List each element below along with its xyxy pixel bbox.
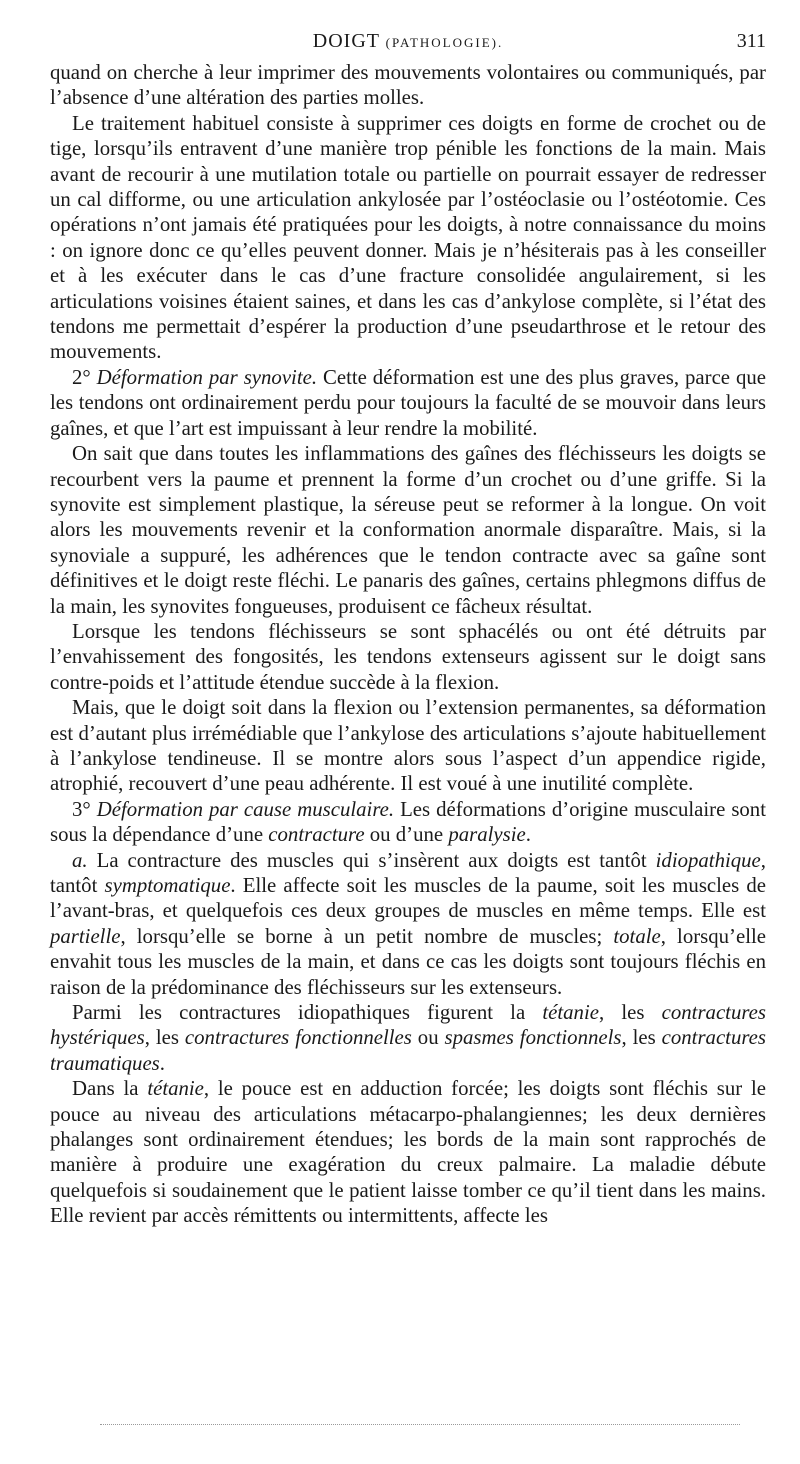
body-text [50,60,766,1229]
page-header [50,26,766,60]
page-number: 311 [736,30,766,52]
paragraph: 2° Déformation par synovite. Cette déformation est une des plus graves, parce que les tendons ont ordinairement perdu pour toujours la faculté de se mouvoir dans leurs gaînes, et que l’art est impuissant à leur rendre la mobilité. [50,365,766,440]
paragraph: On sait que dans toutes les inflammations des gaînes des fléchisseurs les doigts se recourbent vers la paume et prennent la forme d’un crochet ou d’une griffe. Si la synovite est simplement plastique, la séreuse peut se reformer à la longue. On voit alors les mouvements revenir et la conformation anormale disparaître. Mais, si la synoviale a suppuré, les adhérences que le tendon contracte avec sa gaîne sont définitives et le doigt reste fléchi. Le panaris des gaînes, certains phlegmons diffus de la main, les synovites fongueuses, produisent ce fâcheux résultat. [50,442,766,618]
footer-rule [100,1424,740,1425]
book-page [50,26,766,1229]
paragraph: 3° Déformation par cause musculaire. Les déformations d’origine musculaire sont sous la dépendance d’une contracture ou d’une paralysie. [50,797,766,847]
paragraph: quand on cherche à leur imprimer des mouvements volontaires ou communiqués, par l’absence d’une altération des parties molles. [50,61,766,110]
paragraph: Le traitement habituel consiste à supprimer ces doigts en forme de crochet ou de tige, lorsqu’ils entravent d’une manière trop pénible les fonctions de la main. Mais avant de recourir à une mutilation totale ou partielle on pourrait essayer de redresser un cal difforme, ou une articulation ankylosée par l’ostéoclasie ou l’ostéotomie. Ces opérations n’ont jamais été pratiquées pour les doigts, à notre connaissance du moins : on ignore donc ce qu’elles peuvent donner. Mais je n’hésiterais pas à les conseiller et à les exécuter dans le cas d’une fracture consolidée angulairement, si les articulations voisines étaient saines, et dans les cas d’ankylose complète, si l’état des tendons me permettait d’espérer la production d’une pseudarthrose et le retour des mouvements. [50,111,766,364]
running-title [50,30,766,53]
paragraph: Mais, que le doigt soit dans la flexion ou l’extension permanentes, sa déformation est d’autant plus irrémédiable que l’ankylose des articulations s’ajoute habituellement à l’ankylose tendineuse. Il se montre alors sous l’aspect d’un appendice rigide, atrophié, recouvert d’une peau adhérente. Il est voué à une inutilité complète. [50,696,766,796]
paragraph: Dans la tétanie, le pouce est en adduction forcée; les doigts sont fléchis sur le pouce au niveau des articulations métacarpo-phalangiennes; les deux dernières phalanges sont ordinairement étendues; les bords de la main sont rapprochés de manière à produire une exagération du creux palmaire. La maladie débute quelquefois si soudainement que le patient laisse tomber ce qu’il tient dans les mains. Elle revient par accès rémittents ou intermittents, affecte les [50,1077,766,1228]
running-title-main: DOIGT [312,30,380,52]
paragraph: a. La contracture des muscles qui s’insèrent aux doigts est tantôt idiopathique, tantôt symptomatique. Elle affecte soit les muscles de la paume, soit les muscles de l’avant-bras, et quelquefois ces deux groupes de muscles en même temps. Elle est partielle, lorsqu’elle se borne à un petit nombre de muscles; totale, lorsqu’elle envahit tous les muscles de la main, et dans ce cas les doigts sont toujours fléchis en raison de la prédominance des fléchisseurs sur les extenseurs. [50,848,767,999]
paragraph: Parmi les contractures idiopathiques figurent la tétanie, les contractures hystériques, les contractures fonctionnelles ou spasmes fonctionnels, les contractures traumatiques. [50,1001,767,1075]
paragraph: Lorsque les tendons fléchisseurs se sont sphacélés ou ont été détruits par l’envahissement des fongosités, les tendons extenseurs agissent sur le doigt sans contre-poids et l’attitude étendue succède à la flexion. [50,619,766,694]
running-title-subtitle: (PATHOLOGIE). [385,35,504,50]
